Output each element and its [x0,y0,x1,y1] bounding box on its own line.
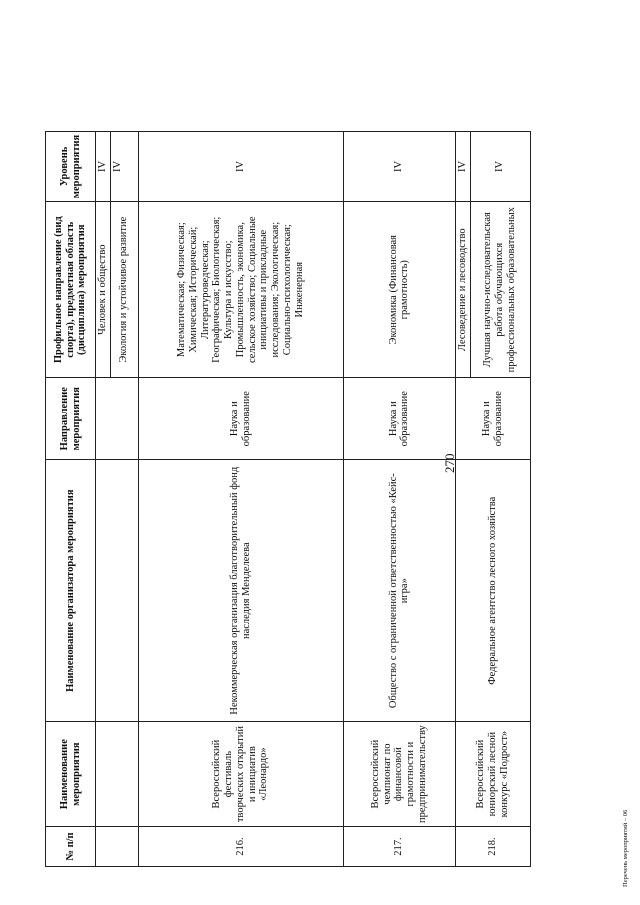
row-num: 216. [138,827,343,867]
row-num: 217. [343,827,455,867]
table-row [343,131,455,866]
row-profile: Лучшая научно-исследовательская работа обучающихся профессиональных образовательных [470,202,530,378]
profile-cell: Человек и общество [96,202,111,378]
continuation-num-cell [96,827,139,867]
table-row [455,131,470,866]
profile-cell: Экология и устойчивое развитие [110,202,138,378]
row-event-name: Всероссийский фестиваль творческих открытий и инициатив «Леонардо» [138,722,343,827]
row-num: 218. [455,827,530,867]
row-direction: Наука и образование [138,378,343,460]
events-table [45,131,531,867]
level-cell: IV [96,131,111,201]
row-organizer: Некоммерческая организация благотворительный фонд наследия Менделеева [138,460,343,722]
continuation-event-cell [96,722,139,827]
header-num: № п/п [46,827,96,867]
footer-note: Перечень мероприятий – 06 [622,809,629,887]
row-level: IV [343,131,455,201]
row-event-name: Всероссийский юниорский лесной конкурс «Подрост» [455,722,530,827]
row-profile: Лесоведение и лесоводство [455,202,470,378]
header-profile: Профильное направление (вид спорта), предметная область (дисциплина) мероприятия [46,202,96,378]
table-row [138,131,343,866]
row-level: IV [470,131,530,201]
header-organizer: Наименование организатора мероприятия [46,460,96,722]
page-number: 270 [442,453,457,473]
continuation-direction-cell [96,378,139,460]
table-header-row [46,131,96,866]
row-organizer: Федеральное агентство лесного хозяйства [455,460,530,722]
level-cell: IV [110,131,138,201]
continuation-organizer-cell [96,460,139,722]
row-direction: Наука и образование [455,378,530,460]
row-organizer: Общество с ограниченной ответственностью «Кейс- игра» [343,460,455,722]
header-direction: Направление мероприятия [46,378,96,460]
header-event-name: Наименование мероприятия [46,722,96,827]
row-profile: Экономика (Финансовая грамотность) [343,202,455,378]
row-profile: Математическая; Физическая; Химическая; Историческай; Литературоведческая; Географическая; Биологическая; Культура и искусство; Промышленность, экономика, сельское хозяйство; Социальные инициативы и прикладные исследования; Экологическая; Социально-психологическая; Инженерная [138,202,343,378]
continuation-row [96,131,111,866]
header-level: Уровень мероприятия [46,131,96,201]
row-event-name: Всероссийский чемпионат по финансовой грамотности и предпринимательству [343,722,455,827]
row-direction: Наука и образование [343,378,455,460]
row-level: IV [138,131,343,201]
row-level: IV [455,131,470,201]
